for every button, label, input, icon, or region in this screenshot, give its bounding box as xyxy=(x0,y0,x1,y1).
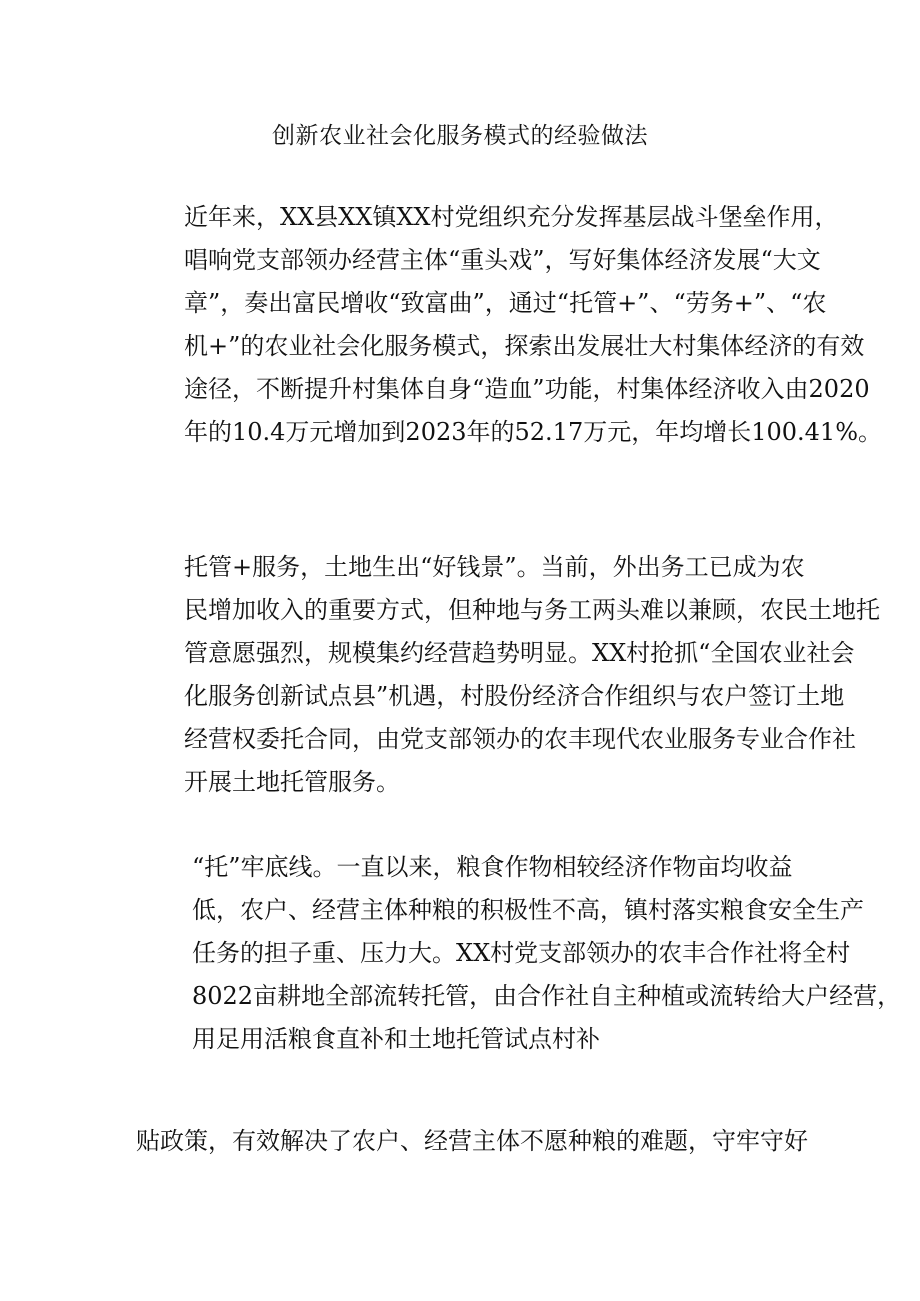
paragraph-line: 低，农户、经营主体种粮的积极性不高，镇村落实粮食安全生产 xyxy=(192,896,864,924)
paragraph-line: 唱响党支部领办经营主体“重头戏”，写好集体经济发展“大文 xyxy=(184,246,821,274)
paragraph-line: 托管+服务，土地生出“好钱景”。当前，外出务工已成为农 xyxy=(184,553,805,581)
paragraph-line: 近年来，XX县XX镇XX村党组织充分发挥基层战斗堡垒作用， xyxy=(184,203,839,231)
paragraph-line: 机+”的农业社会化服务模式，探索出发展壮大村集体经济的有效 xyxy=(184,332,865,360)
paragraph-line: 经营权委托合同，由党支部领办的农丰现代农业服务专业合作社 xyxy=(184,725,856,753)
paragraph-line: 用足用活粮食直补和土地托管试点村补 xyxy=(192,1025,600,1053)
paragraph-line: 章”，奏出富民增收“致富曲”，通过“托管+”、“劳务+”、“农 xyxy=(184,289,827,317)
paragraph-line: 途径，不断提升村集体自身“造血”功能，村集体经济收入由2020 xyxy=(184,375,870,403)
paragraph-line: 化服务创新试点县”机遇，村股份经济合作组织与农户签订土地 xyxy=(184,682,845,710)
paragraph-line: 任务的担子重、压力大。XX村党支部领办的农丰合作社将全村 xyxy=(192,939,851,967)
paragraph-line: 8022亩耕地全部流转托管，由合作社自主种植或流转给大户经营， xyxy=(192,982,902,1010)
document-title: 创新农业社会化服务模式的经验做法 xyxy=(272,123,648,149)
paragraph-1 xyxy=(136,196,883,454)
paragraph-3 xyxy=(136,846,902,1061)
paragraph-2 xyxy=(136,546,880,804)
paragraph-line: 民增加收入的重要方式，但种地与务工两头难以兼顾，农民土地托 xyxy=(184,596,880,624)
paragraph-line: 年的10.4万元增加到2023年的52.17万元，年均增长100.41%。 xyxy=(184,418,883,446)
paragraph-4 xyxy=(136,1120,808,1163)
paragraph-line: “托”牢底线。一直以来，粮食作物相较经济作物亩均收益 xyxy=(192,853,793,881)
paragraph-line: 开展土地托管服务。 xyxy=(184,768,400,796)
paragraph-line: 管意愿强烈，规模集约经营趋势明显。XX村抢抓“全国农业社会 xyxy=(184,639,855,667)
paragraph-line: 贴政策，有效解决了农户、经营主体不愿种粮的难题，守牢守好 xyxy=(136,1127,808,1155)
